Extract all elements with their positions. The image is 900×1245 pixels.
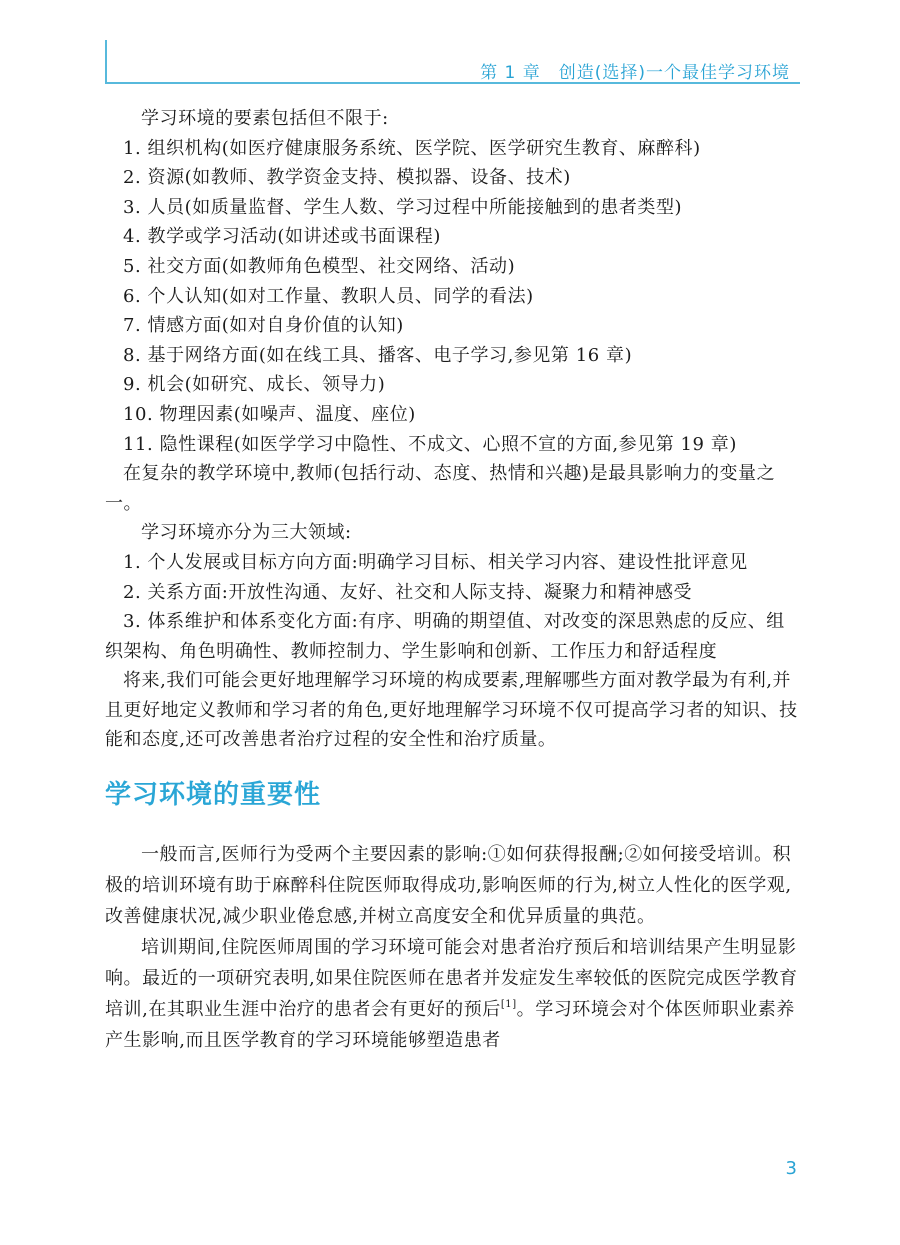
element-item-11: 11. 隐性课程(如医学学习中隐性、不成文、心照不宣的方面,参见第 19 章)	[123, 433, 737, 455]
paragraph-environment-text-a: 培训期间,住院医师周围的学习环境可能会对患者治疗预后和培训结果产生明显影响。最近的一项研究表明,如果住院医师在患者并发症发生率较低的医院完成医学教育培训,在其职业生涯中治疗的患者会有更好的预后	[105, 937, 798, 1021]
domain-item-3: 3. 体系维护和体系变化方面:有序、明确的期望值、对改变的深思熟虑的反应、组织架构、角色明确性、教师控制力、学生影响和创新、工作压力和舒适程度	[105, 611, 785, 662]
paragraph-factors: 一般而言,医师行为受两个主要因素的影响:①如何获得报酬;②如何接受培训。积极的培训环境有助于麻醉科住院医师取得成功,影响医师的行为,树立人性化的医学观,改善健康状况,减少职业倦怠感,并树立高度安全和优异质量的典范。	[105, 844, 792, 928]
teacher-paragraph: 在复杂的教学环境中,教师(包括行动、态度、热情和兴趣)是最具影响力的变量之一。	[105, 463, 776, 514]
running-head: 第 1 章 创造(选择)一个最佳学习环境	[480, 63, 790, 83]
section-title: 学习环境的重要性	[105, 780, 322, 811]
paragraph-environment	[105, 932, 801, 1056]
element-item-8: 8. 基于网络方面(如在线工具、播客、电子学习,参见第 16 章)	[123, 344, 633, 366]
element-item-3: 3. 人员(如质量监督、学生人数、学习过程中所能接触到的患者类型)	[123, 196, 683, 218]
domain-item-1: 1. 个人发展或目标方向方面:明确学习目标、相关学习内容、建设性批评意见	[123, 551, 748, 573]
domain-item-2: 2. 关系方面:开放性沟通、友好、社交和人际支持、凝聚力和精神感受	[123, 581, 693, 603]
domains-intro: 学习环境亦分为三大领域:	[141, 522, 352, 544]
element-item-10: 10. 物理因素(如噪声、温度、座位)	[123, 403, 416, 425]
paragraph-environment-text-b: 。学习环境会对个体医师职业素养产生影响,而且医学教育的学习环境能够塑造患者	[105, 999, 795, 1052]
future-paragraph: 将来,我们可能会更好地理解学习环境的构成要素,理解哪些方面对教学最为有利,并且更好地定义教师和学习者的角色,更好地理解学习环境不仅可提高学习者的知识、技能和态度,还可改善患者治疗过程的安全性和治疗质量。	[105, 670, 798, 751]
element-item-1: 1. 组织机构(如医疗健康服务系统、医学院、医学研究生教育、麻醉科)	[123, 137, 701, 159]
element-item-5: 5. 社交方面(如教师角色模型、社交网络、活动)	[123, 255, 516, 277]
element-item-7: 7. 情感方面(如对自身价值的认知)	[123, 315, 404, 337]
page-number: 3	[785, 1158, 797, 1179]
citation-ref[interactable]: [1]	[500, 999, 517, 1011]
section-body	[105, 839, 801, 1056]
element-item-4: 4. 教学或学习活动(如讲述或书面课程)	[123, 226, 441, 248]
page-body	[105, 104, 801, 1056]
elements-intro: 学习环境的要素包括但不限于:	[141, 108, 389, 129]
element-item-9: 9. 机会(如研究、成长、领导力)	[123, 374, 386, 396]
header-rule-vertical	[105, 40, 107, 82]
element-item-6: 6. 个人认知(如对工作量、教职人员、同学的看法)	[123, 285, 534, 307]
element-item-2: 2. 资源(如教师、教学资金支持、模拟器、设备、技术)	[123, 167, 571, 189]
